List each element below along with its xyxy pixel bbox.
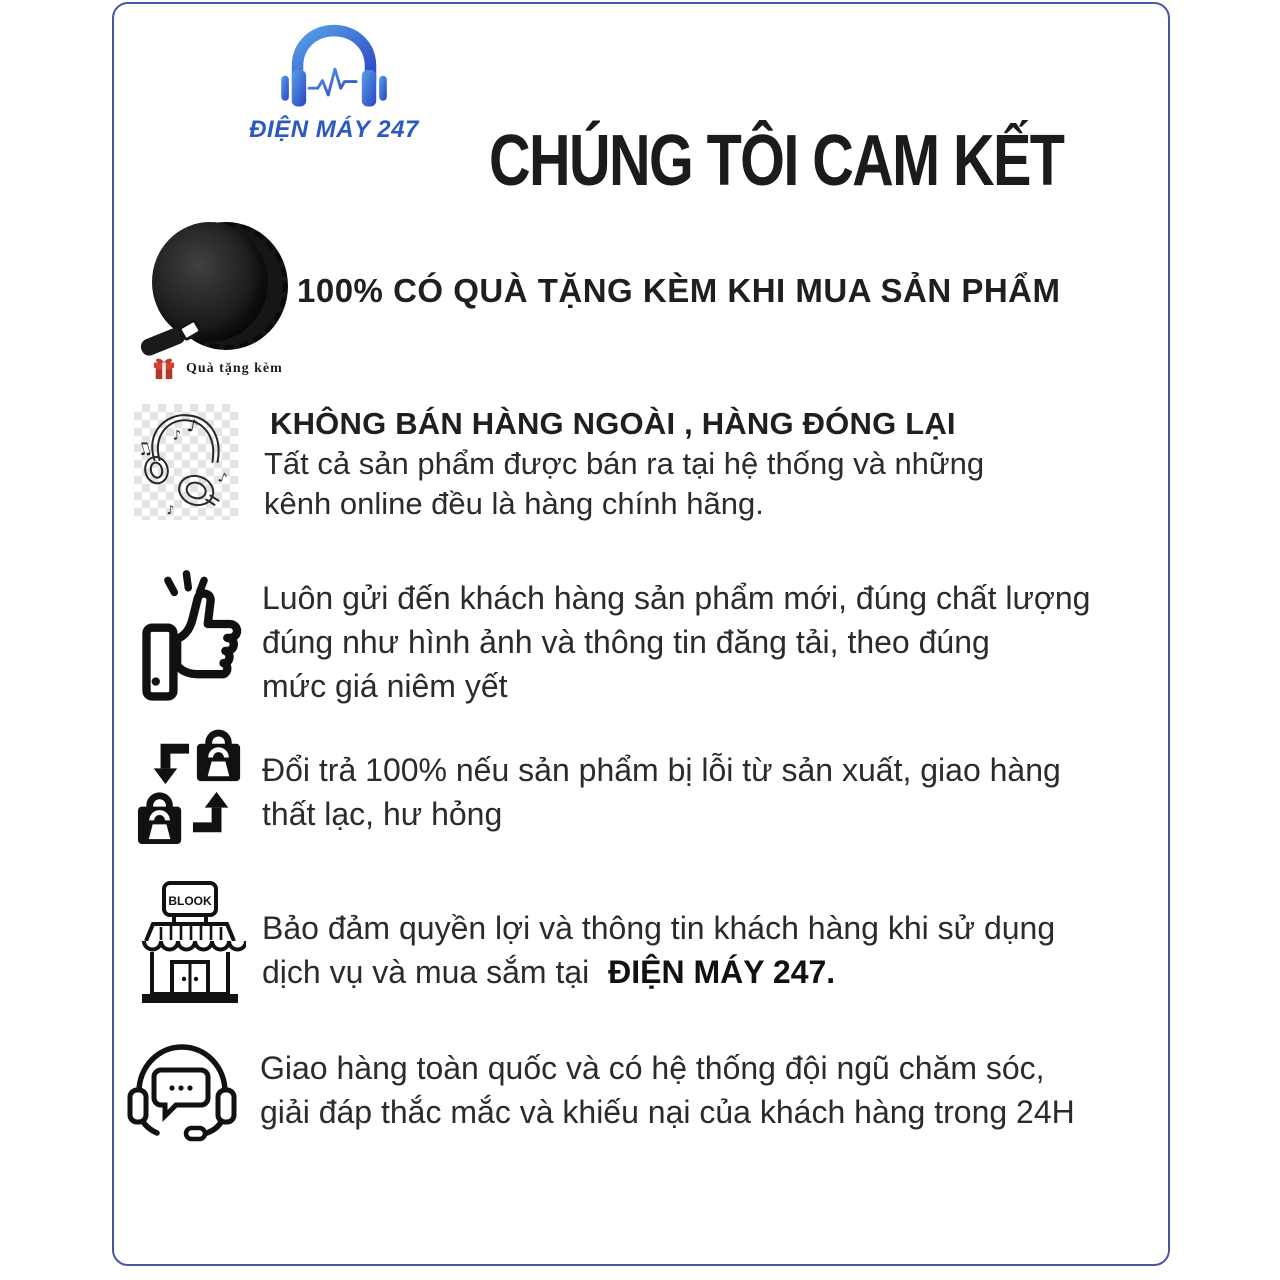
text-line: mức giá niêm yết bbox=[262, 668, 508, 704]
text-line-part: dịch vụ và mua sắm tại bbox=[262, 954, 599, 990]
brand-logo bbox=[244, 22, 424, 144]
text-line: Bảo đảm quyền lợi và thông tin khách hàng khi sử dụng bbox=[262, 910, 1056, 946]
support-text bbox=[260, 1046, 1075, 1134]
svg-text:♫: ♫ bbox=[134, 437, 155, 462]
gift-caption bbox=[152, 356, 283, 382]
earphone-case-photo bbox=[150, 220, 282, 352]
thumbs-up-icon bbox=[140, 562, 244, 712]
svg-text:♪: ♪ bbox=[166, 502, 175, 517]
headphone-sketch-icon bbox=[134, 404, 238, 520]
text-line: đúng như hình ảnh và thông tin đăng tải, theo đúng bbox=[262, 624, 990, 660]
commitment-card bbox=[112, 2, 1170, 1266]
text-line: kênh online đều là hàng chính hãng. bbox=[264, 486, 764, 521]
text-line: giải đáp thắc mắc và khiếu nại của khách hàng trong 24H bbox=[260, 1094, 1075, 1130]
authentic-text bbox=[264, 444, 984, 524]
headset-chat-icon bbox=[126, 1034, 238, 1142]
privacy-text bbox=[262, 906, 1055, 994]
svg-text:♪: ♪ bbox=[215, 470, 229, 488]
text-line: Tất cả sản phẩm được bán ra tại hệ thống và những bbox=[264, 446, 985, 481]
headphones-waveform-icon bbox=[275, 22, 393, 118]
store-icon bbox=[134, 880, 246, 1010]
svg-text:♪: ♪ bbox=[185, 415, 201, 438]
music-notes bbox=[134, 416, 229, 517]
authentic-heading: KHÔNG BÁN HÀNG NGOÀI , HÀNG ĐÓNG LẠI bbox=[270, 406, 956, 441]
text-line: Đổi trả 100% nếu sản phẩm bị lỗi từ sản xuất, giao hàng bbox=[262, 752, 1061, 788]
store-sign-label: BLOOK bbox=[168, 894, 212, 908]
gift-heading: 100% CÓ QUÀ TẶNG KÈM KHI MUA SẢN PHẨM bbox=[297, 272, 1061, 309]
gift-icon bbox=[152, 356, 176, 382]
brand-name-inline: ĐIỆN MÁY 247. bbox=[608, 954, 836, 990]
case-body bbox=[152, 222, 268, 342]
brand-name: ĐIỆN MÁY 247 bbox=[249, 116, 419, 143]
svg-text:♪: ♪ bbox=[172, 428, 182, 444]
page-title: CHÚNG TÔI CAM KẾT bbox=[489, 121, 1064, 202]
text-line: Giao hàng toàn quốc và có hệ thống đội ngũ chăm sóc, bbox=[260, 1050, 1045, 1086]
text-line: Luôn gửi đến khách hàng sản phẩm mới, đúng chất lượng bbox=[262, 580, 1091, 616]
exchange-bags-icon bbox=[136, 726, 246, 850]
quality-text bbox=[262, 576, 1090, 708]
gift-caption-label: Quà tặng kèm bbox=[186, 361, 283, 376]
text-line bbox=[262, 950, 1055, 994]
text-line: thất lạc, hư hỏng bbox=[262, 796, 503, 832]
returns-text bbox=[262, 748, 1061, 836]
